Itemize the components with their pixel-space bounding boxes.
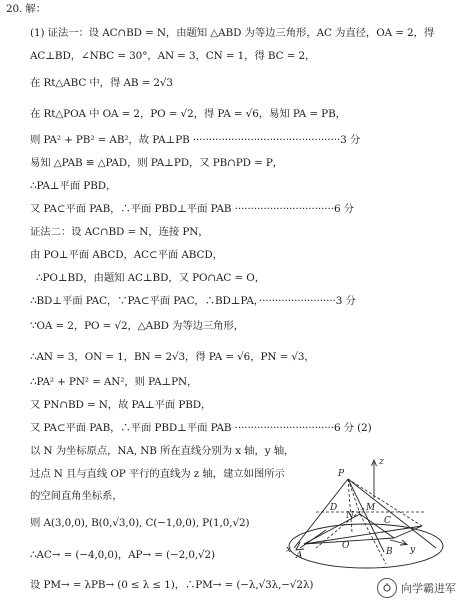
label-c: C <box>384 516 391 526</box>
wechat-icon <box>377 578 397 598</box>
label-o: O <box>342 541 350 551</box>
solution-line-12: ∴PO⊥BD，由题知 AC⊥BD，又 PO∩AC = O， <box>36 272 265 284</box>
label-z: z <box>379 457 384 467</box>
watermark-text: 向学霸进军 <box>401 582 456 595</box>
label-a: A <box>296 551 303 561</box>
solution-line-11: 由 PO⊥平面 ABCD，AC⊂平面 ABCD， <box>30 249 223 261</box>
solution-line-3: AC⊥BD，∠NBC = 30°，AN = 3，CN = 1，得 BC = 2， <box>30 50 316 62</box>
solution-line-16: ∴PA² + PN² = AN²，则 PA⊥PN， <box>30 376 198 388</box>
solution-line-5: 在 Rt△POA 中 OA = 2，PO = √2，得 PA = √6，易知 PA = PB， <box>30 108 346 120</box>
label-p: P <box>338 469 345 479</box>
solution-line-22: 则 A(3,0,0), B(0,√3,0), C(−1,0,0), P(1,0,√2) <box>30 517 250 529</box>
solution-line-14: ∵OA = 2，PO = √2，△ABD 为等边三角形， <box>30 320 245 332</box>
label-d: D <box>330 503 338 513</box>
solution-line-23: ∴AC→ = (−4,0,0)，AP→ = (−2,0,√2) <box>30 549 216 561</box>
cone-figure <box>286 452 456 576</box>
label-x: x <box>286 545 292 555</box>
base-circle <box>289 524 443 568</box>
solution-line-17: 又 PN∩BD = N，故 PA⊥平面 PBD， <box>30 399 212 411</box>
label-y: y <box>410 545 416 555</box>
solution-line-24: 设 PM→ = λPB→ (0 ≤ λ ≤ 1)，∴PM→ = (−λ,√3λ,−√2λ) <box>30 579 314 591</box>
solution-line-19: 以 N 为坐标原点，NA, NB 所在直线分别为 x 轴，y 轴， <box>30 445 295 457</box>
solution-line-15: ∴AN = 3，ON = 1，BN = 2√3，得 PA = √6，PN = √3， <box>30 351 315 363</box>
solution-line-4: 在 Rt△ABC 中，得 AB = 2√3 <box>30 77 173 89</box>
solution-line-2: (1) 证法一：设 AC∩BD = N，由题知 △ABD 为等边三角形，AC 为直径，OA = 2，得 <box>30 27 435 39</box>
watermark <box>377 577 456 599</box>
solution-line-8: ∴PA⊥平面 PBD， <box>30 180 117 192</box>
solution-line-18: 又 PA⊂平面 PAB，∴平面 PBD⊥平面 PAB ·······························6 分 (2) <box>30 422 372 434</box>
solution-line-6: 则 PA² + PB² = AB²，故 PA⊥PB ··············································3 分 <box>30 134 361 146</box>
solution-line-21: 的空间直角坐标系， <box>30 490 123 502</box>
label-n: N <box>346 511 354 521</box>
solution-line-7: 易知 △PAB ≌ △PAD，则 PA⊥PD，又 PB∩PD = P， <box>30 157 284 169</box>
label-m: M <box>366 503 376 513</box>
label-b: B <box>386 547 393 557</box>
solution-line-10: 证法二：设 AC∩BD = N，连接 PN， <box>30 226 209 238</box>
solution-line-20: 过点 N 且与直线 OP 平行的直线为 z 轴，建立如图所示 <box>30 468 285 480</box>
solution-line-9: 又 PA⊂平面 PAB，∴平面 PBD⊥平面 PAB ·······························6 分 <box>30 203 354 215</box>
solution-line-1: 20. 解： <box>6 3 47 15</box>
solution-line-13: ∴BD⊥平面 PAC，∵PA⊂平面 PAC，∴BD⊥PA，························3 分 <box>30 295 356 307</box>
